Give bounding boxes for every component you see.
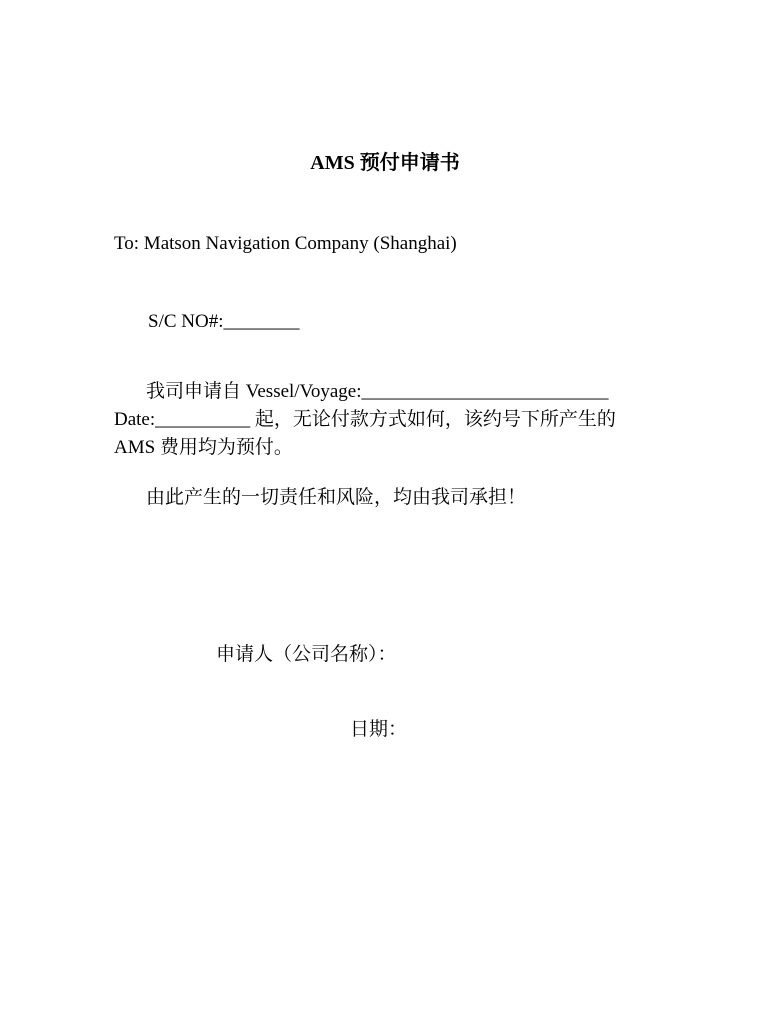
body-line-1: 我司申请自 Vessel/Voyage:__________________________: [146, 381, 609, 402]
body-line-2: Date:__________ 起，无论付款方式如何，该约号下所产生的: [114, 409, 616, 430]
recipient-line: To: Matson Navigation Company (Shanghai): [114, 233, 457, 254]
sc-number-line: S/C NO#:________: [148, 311, 300, 332]
liability-statement: 由此产生的一切责任和风险，均由我司承担！: [146, 487, 527, 508]
document-title: AMS 预付申请书: [310, 152, 460, 174]
applicant-label: 申请人（公司名称）：: [216, 644, 397, 665]
body-line-3: AMS 费用均为预付。: [114, 437, 293, 458]
date-label: 日期：: [350, 719, 408, 740]
